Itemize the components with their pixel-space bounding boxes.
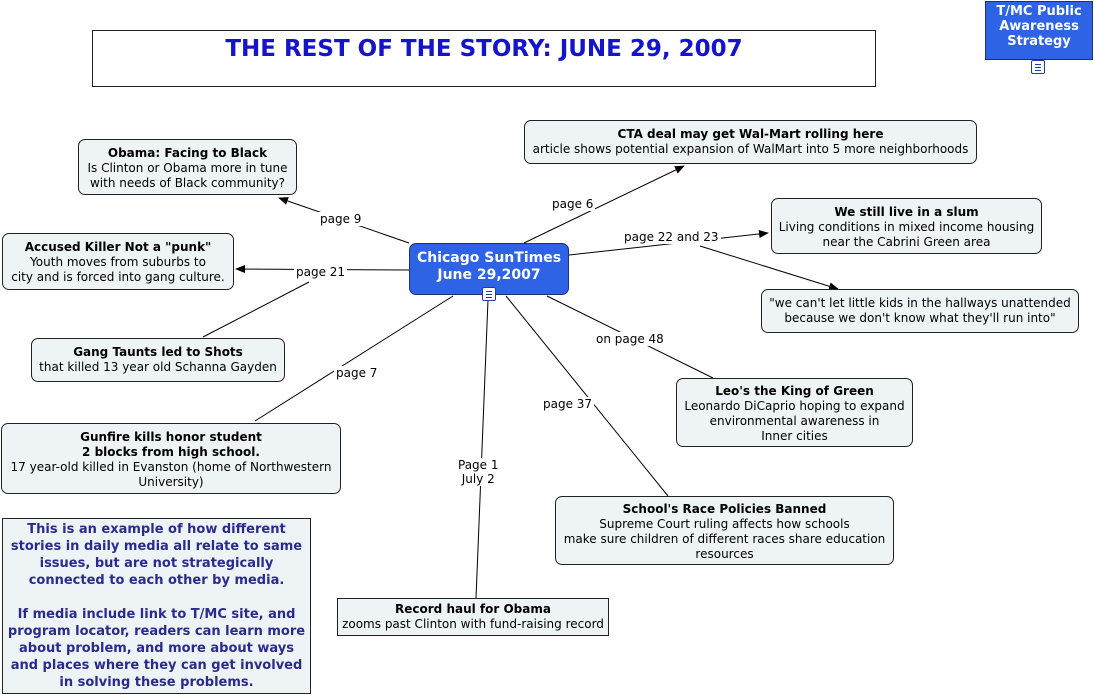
link-label-page7: page 7 xyxy=(336,366,378,380)
node-gunfire-title2: 2 blocks from high school. xyxy=(82,445,260,459)
node-gunfire[interactable] xyxy=(1,423,341,494)
node-accused-killer-text2: city and is forced into gang culture. xyxy=(11,270,225,284)
node-cta-walmart-title: CTA deal may get Wal-Mart rolling here xyxy=(617,127,884,141)
link-label-page1-line2: July 2 xyxy=(461,472,495,486)
link-label-page9: page 9 xyxy=(320,212,362,226)
link-label-page22: page 22 and 23 xyxy=(624,230,719,244)
node-record-haul-title: Record haul for Obama xyxy=(395,602,551,616)
node-record-haul[interactable] xyxy=(337,598,609,636)
center-line1: Chicago SunTimes xyxy=(416,250,562,266)
node-obama-title: Obama: Facing to Black xyxy=(107,146,268,160)
explanation-note xyxy=(2,518,311,694)
node-gang-taunts[interactable] xyxy=(31,338,285,382)
node-accused-killer[interactable] xyxy=(2,233,234,290)
node-quote-text1: "we can't let little kids in the hallways unattended xyxy=(769,296,1071,310)
node-gunfire-title1: Gunfire kills honor student xyxy=(80,430,262,444)
center-line2: June 29,2007 xyxy=(437,267,541,283)
tmc-line1: T/MC Public xyxy=(996,4,1082,19)
link-label-page21: page 21 xyxy=(296,265,346,279)
node-quote-text2: because we don't know what they'll run into" xyxy=(784,311,1056,325)
node-quote[interactable] xyxy=(761,289,1079,333)
link-label-page1-line1: Page 1 xyxy=(458,458,499,472)
node-obama-text1: Is Clinton or Obama more in tune xyxy=(87,161,288,175)
node-gang-taunts-text1: that killed 13 year old Schanna Gayden xyxy=(39,360,277,374)
node-leo-title: Leo's the King of Green xyxy=(715,384,874,398)
node-school-race-text1: Supreme Court ruling affects how schools xyxy=(599,517,850,531)
tmc-strategy-node[interactable] xyxy=(985,1,1093,60)
line-school xyxy=(506,296,668,496)
node-school-race-text2: make sure children of different races share education xyxy=(563,532,886,546)
line-gang xyxy=(203,282,309,337)
node-slum-text2: near the Cabrini Green area xyxy=(822,235,991,249)
node-school-race-title: School's Race Policies Banned xyxy=(622,502,827,516)
resource-link-icon[interactable] xyxy=(1031,60,1045,74)
node-school-race-text3: resources xyxy=(695,547,754,561)
node-leo[interactable] xyxy=(676,378,913,447)
title-box xyxy=(92,30,876,87)
node-obama[interactable] xyxy=(78,139,297,195)
link-label-page37: page 37 xyxy=(543,397,593,411)
node-cta-walmart-text1: article shows potential expansion of WalMart into 5 more neighborhoods xyxy=(532,142,969,156)
node-gunfire-text1: 17 year-old killed in Evanston (home of Northwestern xyxy=(10,460,332,474)
node-gunfire-text2: University) xyxy=(138,475,204,489)
tmc-line3: Strategy xyxy=(1007,34,1071,49)
node-school-race[interactable] xyxy=(555,496,894,565)
line-record xyxy=(476,300,488,598)
document-icon[interactable] xyxy=(482,287,496,301)
node-cta-walmart[interactable] xyxy=(524,120,977,164)
node-slum-title: We still live in a slum xyxy=(834,205,979,219)
link-label-page6: page 6 xyxy=(552,197,594,211)
node-accused-killer-text1: Youth moves from suburbs to xyxy=(30,255,206,269)
node-record-haul-text1: zooms past Clinton with fund-raising record xyxy=(342,617,604,631)
note-paragraph-1: This is an example of how different stories in daily media all relate to same issues, but are not strategically connected to each other by media. xyxy=(10,522,303,588)
node-leo-text1: Leonardo DiCaprio hoping to expand xyxy=(684,399,905,413)
node-accused-killer-title: Accused Killer Not a "punk" xyxy=(24,240,212,254)
link-label-page48: on page 48 xyxy=(596,332,664,346)
node-leo-text2: environmental awareness in xyxy=(709,414,880,428)
tmc-line2: Awareness xyxy=(999,19,1079,34)
node-gang-taunts-title: Gang Taunts led to Shots xyxy=(73,345,243,359)
node-leo-text3: Inner cities xyxy=(761,429,828,443)
link-label-page1 xyxy=(456,458,501,486)
node-obama-text2: with needs of Black community? xyxy=(89,176,286,190)
page-title: THE REST OF THE STORY: JUNE 29, 2007 xyxy=(225,36,743,62)
node-slum-text1: Living conditions in mixed income housing xyxy=(778,220,1035,234)
note-paragraph-2: If media include link to T/MC site, and program locator, readers can learn more about problem, and more about ways and places where they can get involved in solving these problems. xyxy=(7,607,306,690)
node-slum[interactable] xyxy=(771,198,1042,254)
